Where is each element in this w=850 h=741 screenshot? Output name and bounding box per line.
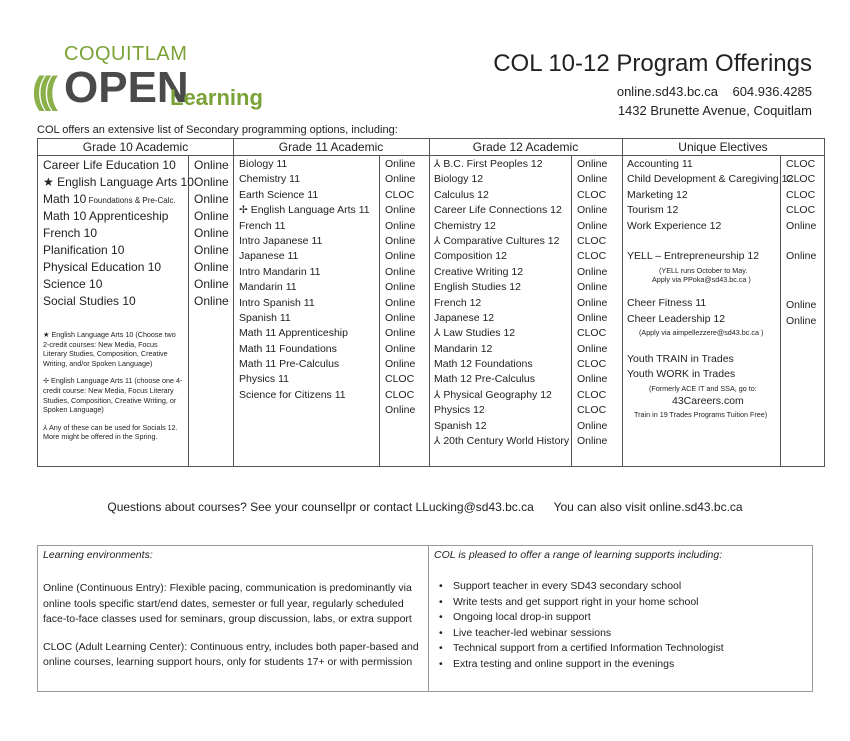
course-name: ⅄ Physical Geography 12 [434, 388, 552, 401]
course-mode: Online [194, 175, 229, 189]
cheer-fitness-mode: Online [786, 299, 817, 311]
course-extra: Foundations & Pre-Calc. [86, 196, 176, 205]
course-mode: CLOC [577, 234, 607, 247]
course-name: Child Development & Caregiving 12 [627, 173, 794, 186]
course-name: Physics 11 [239, 373, 289, 386]
course-name: Japanese 11 [239, 250, 299, 263]
course-mode: CLOC [786, 188, 816, 201]
trades-note2: Train in 19 Trades Programs Tuition Free) [634, 410, 768, 419]
course-name: Biology 12 [434, 173, 484, 186]
course-name: ★ English Language Arts 10 [43, 175, 194, 189]
course-mode: Online [385, 265, 416, 278]
course-name: Tourism 12 [627, 204, 679, 217]
course-mode: Online [577, 311, 608, 324]
yell-course: YELL – Entrepreneurship 12 [627, 250, 760, 262]
yell-apply: Apply via PPoka@sd43.bc.ca ) [652, 275, 751, 284]
course-name: Career Life Education 10 [43, 158, 176, 172]
grade11-heading: Grade 11 Academic [233, 139, 429, 156]
course-name: English Studies 12 [434, 281, 521, 294]
course-mode: Online [577, 158, 608, 170]
course-mode: Online [385, 281, 416, 294]
course-name: Intro Spanish 11 [239, 296, 315, 309]
course-name: Math 11 Pre-Calculus [239, 358, 340, 371]
support-item: • Extra testing and online support in the evenings [439, 657, 812, 673]
course-mode: CLOC [385, 188, 415, 201]
course-name: Intro Japanese 11 [239, 234, 323, 247]
electives-mode-list [786, 157, 816, 234]
course-mode: Online [577, 419, 608, 432]
course-name: Intro Mandarin 11 [239, 265, 321, 278]
grade11-column [233, 139, 430, 466]
course-mode: CLOC [786, 204, 816, 217]
course-mode: Online [577, 435, 608, 448]
course-name: Physics 12 [434, 404, 485, 417]
course-name: Math 11 Apprenticeship [239, 327, 348, 340]
course-name: ⅄ B.C. First Peoples 12 [434, 158, 543, 170]
course-mode: Online [786, 219, 817, 232]
course-mode: Online [385, 296, 416, 309]
logo-open: OPEN [64, 63, 189, 112]
course-name: Accounting 11 [627, 158, 693, 170]
course-name: ✢ English Language Arts 11 [239, 204, 370, 217]
footnote: ★ English Language Arts 10 (Choose two 2-credit courses: New Media, Focus Literary Studies, Composition, Creative Writing, and/or Spoken Language) [43, 330, 176, 368]
course-mode: Online [194, 209, 229, 223]
course-mode: Online [385, 158, 416, 170]
trades-site: 43Careers.com [672, 395, 744, 407]
course-name: Physical Education 10 [43, 260, 162, 274]
logo-arcs-icon: ((( [32, 70, 52, 112]
support-item: • Support teacher in every SD43 secondary school [439, 579, 812, 595]
course-name: Planification 10 [43, 243, 125, 257]
course-name: Earth Science 11 [239, 188, 319, 201]
course-name: ⅄ Comparative Cultures 12 [434, 234, 560, 247]
course-mode: CLOC [385, 388, 415, 401]
online-description: Online (Continuous Entry): Flexible pacing, communication is predominantly via online tools specific start/end dates, semester or full year, regularly scheduled face-to-face classes used for seminars, group discussion, labs, or extra support [43, 582, 412, 625]
course-mode: Online [194, 294, 229, 308]
course-name: Calculus 12 [434, 188, 489, 201]
course-name [239, 403, 370, 418]
course-mode: Online [577, 265, 608, 278]
course-name: Spanish 11 [239, 311, 291, 324]
cloc-description: CLOC (Adult Learning Center): Continuous entry, includes both paper-based and online courses, learning support hours, only for students 17+ or with permission [43, 640, 419, 668]
environments-panel [38, 546, 429, 691]
course-name: Chemistry 11 [239, 173, 301, 186]
course-mode: Online [194, 277, 229, 291]
course-mode: CLOC [786, 158, 816, 170]
page-title: COL 10-12 Program Offerings [493, 50, 812, 77]
course-mode: Online [194, 243, 229, 257]
course-mode: Online [577, 373, 608, 386]
cheer-leadership-mode: Online [786, 315, 817, 327]
course-mode: CLOC [577, 327, 607, 340]
electives-column [622, 139, 824, 466]
electives-course-list [627, 157, 793, 234]
logo-learning: Learning [170, 85, 263, 110]
course-mode: Online [577, 281, 608, 294]
grade12-course-list [434, 157, 569, 449]
course-mode: Online [385, 342, 416, 355]
course-mode: Online [577, 173, 608, 186]
grade11-course-list [239, 157, 370, 419]
course-name: French 12 [434, 296, 482, 309]
course-name: Social Studies 10 [43, 294, 136, 308]
course-name: Work Experience 12 [627, 219, 722, 232]
course-mode: Online [385, 204, 416, 217]
grade12-heading: Grade 12 Academic [429, 139, 622, 156]
course-name: Career Life Connections 12 [434, 204, 562, 217]
footnote: ⅄ Any of these can be used for Socials 12. More might be offered in the Spring. [43, 422, 178, 442]
course-mode: Online [385, 327, 416, 340]
course-name: Creative Writing 12 [434, 265, 524, 278]
course-name: Math 10 Apprenticeship [43, 209, 169, 223]
support-item: • Technical support from a certified Information Technologist [439, 641, 812, 657]
course-mode: CLOC [577, 188, 607, 201]
yell-mode: Online [786, 250, 817, 262]
course-name: Biology 11 [239, 158, 288, 170]
course-mode: CLOC [577, 404, 607, 417]
course-name: Science 10 [43, 277, 103, 291]
course-name: Spanish 12 [434, 419, 487, 432]
course-mode: Online [385, 358, 416, 371]
course-name: Marketing 12 [627, 188, 688, 201]
course-name: French 11 [239, 219, 286, 232]
grade12-column [429, 139, 623, 466]
course-mode: CLOC [577, 388, 607, 401]
footnote: ✢ English Language Arts 11 (choose one 4-credit course: New Media, Focus Literary Studies, Composition, Creative Writing, or Spoken Language) [43, 376, 183, 415]
course-name: Composition 12 [434, 250, 507, 263]
course-table [37, 138, 825, 467]
course-mode: Online [577, 219, 608, 232]
course-name: Math 12 Pre-Calculus [434, 373, 535, 386]
grade10-notes [43, 330, 183, 450]
course-name: French 10 [43, 226, 98, 240]
course-mode: Online [385, 173, 416, 186]
intro-text: COL offers an extensive list of Secondary programming options, including: [37, 124, 398, 136]
contact-line: online.sd43.bc.ca 604.936.4285 [616, 84, 812, 99]
course-mode: Online [194, 192, 229, 206]
course-mode: Online [385, 250, 416, 263]
questions-line: Questions about courses? See your counsellpr or contact LLucking@sd43.bc.ca You can also visit online.sd43.bc.ca [107, 500, 743, 514]
course-mode: Online [577, 296, 608, 309]
supports-list [439, 579, 812, 672]
course-mode: Online [194, 260, 229, 274]
course-mode: CLOC [786, 173, 816, 186]
grade10-column [38, 139, 234, 466]
course-name: Math 12 Foundations [434, 358, 533, 371]
course-name: Mandarin 11 [239, 281, 297, 294]
cheer-leadership: Cheer Leadership 12 [627, 313, 726, 325]
course-mode: CLOC [577, 250, 607, 263]
grade11-mode-list [385, 157, 415, 419]
course-mode: CLOC [385, 373, 415, 386]
support-item: • Live teacher-led webinar sessions [439, 626, 812, 642]
support-item: • Write tests and get support right in your home school [439, 595, 812, 611]
course-mode: Online [194, 226, 229, 240]
supports-panel [429, 546, 812, 691]
youth-work: Youth WORK in Trades [627, 368, 736, 380]
address-line: 1432 Brunette Avenue, Coquitlam [617, 103, 812, 118]
course-mode: Online [194, 158, 229, 172]
grade10-course-list [43, 157, 194, 310]
grade12-mode-list [577, 157, 607, 449]
logo-coquitlam: COQUITLAM [64, 43, 188, 65]
course-mode: CLOC [577, 358, 607, 371]
learning-environments-box [37, 545, 813, 692]
grade10-mode-list [194, 157, 229, 310]
course-name: Mandarin 12 [434, 342, 493, 355]
electives-heading: Unique Electives [622, 139, 824, 156]
course-mode: Online [385, 404, 416, 417]
course-mode: Online [577, 342, 608, 355]
cheer-apply: (Apply via aimpellezzere@sd43.bc.ca ) [639, 328, 764, 337]
youth-train: Youth TRAIN in Trades [627, 353, 734, 365]
trades-note: (Formerly ACE IT and SSA, go to: [649, 384, 757, 393]
course-name: Japanese 12 [434, 311, 495, 324]
supports-heading: COL is pleased to offer a range of learning supports including: [434, 549, 723, 561]
yell-note: (YELL runs October to May. [659, 266, 748, 275]
course-name: Science for Citizens 11 [239, 388, 346, 401]
course-name: Math 11 Foundations [239, 342, 337, 355]
course-name: ⅄ 20th Century World History [434, 435, 570, 448]
course-mode: Online [577, 204, 608, 217]
grade10-heading: Grade 10 Academic [38, 139, 233, 156]
environments-heading: Learning environments: [43, 549, 153, 561]
course-mode: Online [385, 311, 416, 324]
course-name: Chemistry 12 [434, 219, 496, 232]
course-mode: Online [385, 219, 416, 232]
cheer-fitness: Cheer Fitness 11 [627, 297, 707, 309]
support-item: • Ongoing local drop-in support [439, 610, 812, 626]
course-mode: Online [385, 234, 416, 247]
course-name: ⅄ Law Studies 12 [434, 327, 516, 340]
course-name: Math 10 Foundations & Pre-Calc. [43, 192, 176, 206]
